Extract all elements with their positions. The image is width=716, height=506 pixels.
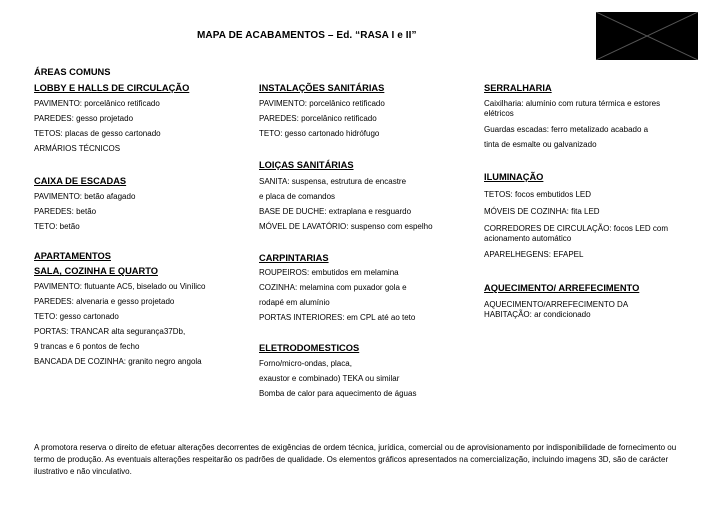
apartamentos-line: TETO: gesso cartonado: [34, 312, 119, 321]
apartamentos-line: PAVIMENTO: flutuante AC5, biselado ou Vinílico: [34, 282, 206, 291]
carpintarias-line: ROUPEIROS: embutidos em melamina: [259, 268, 399, 277]
loicas-line: SANITA: suspensa, estrutura de encastre: [259, 177, 407, 186]
escadas-line: PAVIMENTO: betão afagado: [34, 192, 136, 201]
sanitarias-line: PAVIMENTO: porcelânico retificado: [259, 99, 385, 108]
loicas-line: MÓVEL DE LAVATÓRIO: suspenso com espelho: [259, 222, 433, 231]
serralharia-line: tinta de esmalte ou galvanizado: [484, 140, 597, 149]
sanitarias-heading: INSTALAÇÕES SANITÁRIAS: [259, 83, 385, 93]
lobby-line: ARMÁRIOS TÉCNICOS: [34, 144, 121, 153]
escadas-heading: CAIXA DE ESCADAS: [34, 176, 127, 186]
crossed-box-icon: [596, 12, 698, 60]
apartamentos-line: BANCADA DE COZINHA: granito negro angola: [34, 357, 202, 366]
apartamentos-line: PORTAS: TRANCAR alta segurança37Db,: [34, 327, 186, 336]
sanitarias-line: TETO: gesso cartonado hidrófugo: [259, 129, 380, 138]
sanitarias-line: PAREDES: porcelânico retificado: [259, 114, 377, 123]
carpintarias-heading: CARPINTARIAS: [259, 253, 329, 263]
sala-cozinha-quarto-heading: SALA, COZINHA E QUARTO: [34, 266, 158, 276]
loicas-line: e placa de comandos: [259, 192, 336, 201]
eletrodomesticos-line: Bomba de calor para aquecimento de águas: [259, 389, 417, 398]
lobby-heading: LOBBY E HALLS DE CIRCULAÇÃO: [34, 83, 190, 93]
lobby-line: PAVIMENTO: porcelânico retificado: [34, 99, 160, 108]
escadas-line: PAREDES: betão: [34, 207, 97, 216]
aquecimento-heading: AQUECIMENTO/ ARREFECIMENTO: [484, 283, 640, 293]
iluminacao-line: CORREDORES DE CIRCULAÇÃO: focos LED com acionamento automático: [484, 224, 669, 243]
escadas-line: TETO: betão: [34, 222, 80, 231]
serralharia-line: Guardas escadas: ferro metalizado acabado a: [484, 125, 649, 134]
carpintarias-line: rodapé em alumínio: [259, 298, 330, 307]
areas-comuns-heading: ÁREAS COMUNS: [34, 67, 111, 77]
loicas-heading: LOIÇAS SANITÁRIAS: [259, 160, 354, 170]
iluminacao-line: APARELHEGENS: EFAPEL: [484, 250, 584, 259]
loicas-line: BASE DE DUCHE: extraplana e resguardo: [259, 207, 412, 216]
serralharia-heading: SERRALHARIA: [484, 83, 552, 93]
serralharia-line: Caixilharia: alumínio com rutura térmica e estores elétricos: [484, 99, 661, 118]
eletrodomesticos-line: Forno/micro-ondas, placa,: [259, 359, 352, 368]
apartamentos-line: PAREDES: alvenaria e gesso projetado: [34, 297, 175, 306]
aquecimento-line: AQUECIMENTO/ARREFECIMENTO DA HABITAÇÃO: ar condicionado: [484, 300, 628, 319]
carpintarias-line: COZINHA: melamina com puxador gola e: [259, 283, 407, 292]
lobby-line: PAREDES: gesso projetado: [34, 114, 134, 123]
apartamentos-line: 9 trancas e 6 pontos de fecho: [34, 342, 140, 351]
eletrodomesticos-line: exaustor e combinado) TEKA ou similar: [259, 374, 400, 383]
legal-disclaimer: A promotora reserva o direito de efetuar alterações decorrentes de exigências de ordem técnica, jurídica, comercial ou de aprovisionamento por indisponibilidade de fornecimento ou termo de produção. As eventuais alterações respeitarão os padrões de qualidade. Os elementos gráficos apresentados na comercialização, incluindo imagens 3D, são de carácter ilustrativo e não vinculativo.: [34, 443, 677, 476]
iluminacao-heading: ILUMINAÇÃO: [484, 172, 544, 182]
logo-placeholder-image: [596, 12, 698, 60]
lobby-line: TETOS: placas de gesso cartonado: [34, 129, 161, 138]
apartamentos-heading: APARTAMENTOS: [34, 251, 111, 261]
carpintarias-line: PORTAS INTERIORES: em CPL até ao teto: [259, 313, 416, 322]
eletrodomesticos-heading: ELETRODOMESTICOS: [259, 343, 360, 353]
iluminacao-line: MÓVEIS DE COZINHA: fita LED: [484, 207, 600, 216]
iluminacao-line: TETOS: focos embutidos LED: [484, 190, 592, 199]
document-title: MAPA DE ACABAMENTOS – Ed. “RASA I e II”: [197, 30, 417, 41]
